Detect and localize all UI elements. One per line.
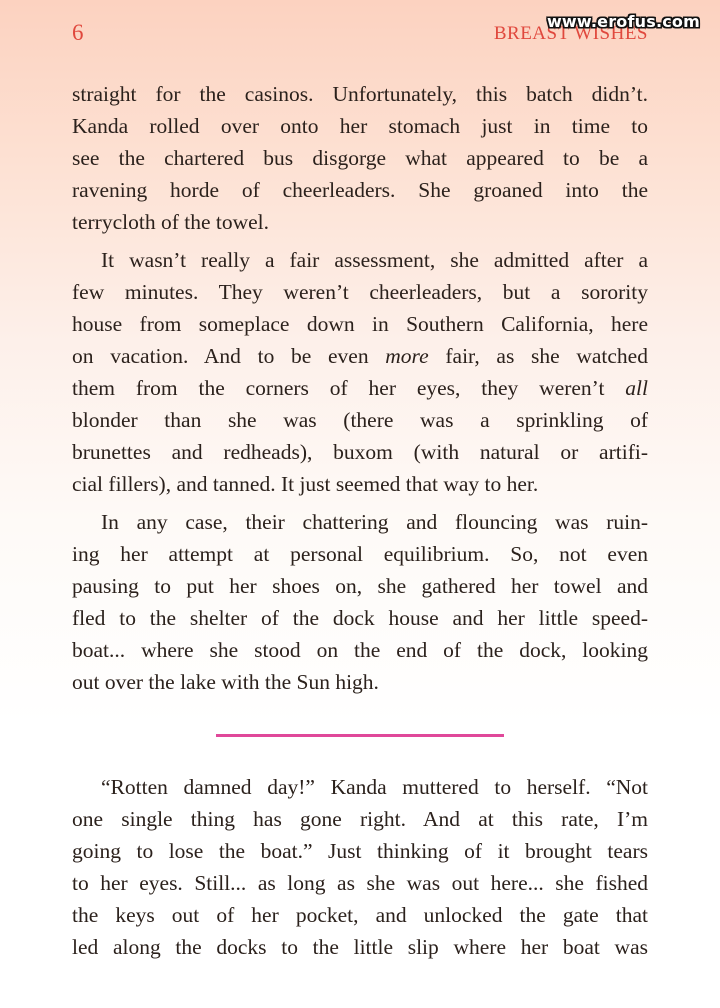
page-number: 6	[72, 20, 84, 45]
watermark: www.erofus.com	[546, 12, 700, 31]
text-line: one single thing has gone right. And at this rate, I’m	[72, 807, 648, 831]
text-line: pausing to put her shoes on, she gathered her towel and	[72, 574, 648, 598]
text-line: few minutes. They weren’t cheerleaders, but a sorority	[72, 280, 648, 304]
text-line: led along the docks to the little slip where her boat was	[72, 935, 648, 959]
text-line: to her eyes. Still... as long as she was out here... she fished	[72, 871, 648, 895]
text-line: ravening horde of cheerleaders. She groaned into the	[72, 178, 648, 202]
text-line: boat... where she stood on the end of the dock, looking	[72, 638, 648, 662]
text-line: In any case, their chattering and flouncing was ruin-	[101, 510, 648, 534]
paragraph-4	[72, 771, 648, 963]
text-line: cial fillers), and tanned. It just seemed that way to her.	[72, 472, 539, 496]
text-line: out over the lake with the Sun high.	[72, 670, 379, 694]
section-divider	[216, 734, 504, 737]
text-line: terrycloth of the towel.	[72, 210, 270, 234]
text-line: ing her attempt at personal equilibrium. So, not even	[72, 542, 648, 566]
paragraph-1	[72, 78, 648, 238]
text-segment: on vacation. And to be even	[72, 344, 386, 368]
running-head: BREAST WISHES	[493, 23, 648, 44]
text-line: fled to the shelter of the dock house and her little speed-	[72, 606, 648, 630]
text-line: house from someplace down in Southern California, here	[72, 312, 648, 336]
text-segment: them from the corners of her eyes, they weren’t	[72, 376, 626, 400]
text-line: It wasn’t really a fair assessment, she admitted after a	[101, 248, 648, 272]
text-line: “Rotten damned day!” Kanda muttered to herself. “Not	[101, 775, 648, 799]
paragraph-3	[72, 506, 648, 698]
text-line: see the chartered bus disgorge what appeared to be a	[72, 146, 648, 170]
text-line-with-emphasis	[72, 372, 648, 404]
text-line: blonder than she was (there was a sprinkling of	[72, 408, 648, 432]
text-line: Kanda rolled over onto her stomach just in time to	[72, 114, 648, 138]
text-segment: fair, as she watched	[428, 344, 648, 368]
text-line: straight for the casinos. Unfortunately, this batch didn’t.	[72, 82, 648, 106]
text-line: the keys out of her pocket, and unlocked the gate that	[72, 903, 648, 927]
text-line: brunettes and redheads), buxom (with natural or artifi-	[72, 440, 648, 464]
emphasis-more: more	[385, 344, 429, 368]
paragraph-2	[72, 244, 648, 500]
text-line-with-emphasis	[72, 340, 648, 372]
text-line: going to lose the boat.” Just thinking of it brought tears	[72, 839, 648, 863]
emphasis-all: all	[625, 376, 648, 400]
